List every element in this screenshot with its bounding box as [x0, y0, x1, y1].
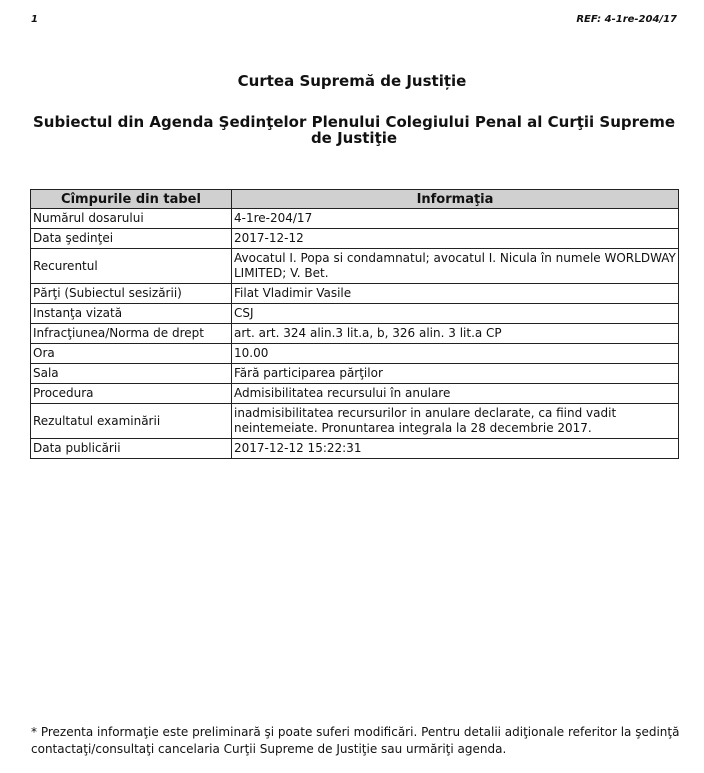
reference-number: REF: 4-1re-204/17: [576, 14, 677, 25]
field-label: Recurentul: [31, 249, 232, 284]
field-value: Filat Vladimir Vasile: [232, 284, 679, 304]
page-number: 1: [31, 14, 38, 25]
field-value: 10.00: [232, 344, 679, 364]
field-value: 2017-12-12 15:22:31: [232, 439, 679, 459]
field-value: Avocatul I. Popa si condamnatul; avocatul I. Nicula în numele WORLDWAY LIMITED; V. Bet.: [232, 249, 679, 284]
table-row: [31, 284, 679, 304]
field-label: Instanţa vizată: [31, 304, 232, 324]
field-label: Sala: [31, 364, 232, 384]
field-label: Procedura: [31, 384, 232, 404]
field-value: 4-1re-204/17: [232, 209, 679, 229]
header-fields: Cîmpurile din tabel: [31, 190, 232, 209]
field-value: Fără participarea părţilor: [232, 364, 679, 384]
field-label: Data şedinţei: [31, 229, 232, 249]
table-row: [31, 384, 679, 404]
table-header-row: [31, 190, 679, 209]
table-row: [31, 324, 679, 344]
table-row: [31, 364, 679, 384]
disclaimer-footnote: * Prezenta informaţie este preliminară şi poate suferi modificări. Pentru detalii adiţionale referitor la şedinţă contactaţi/consultaţi cancelaria Curţii Supreme de Justiţie sau urmăriţi agenda.: [31, 725, 680, 756]
field-label: Infracţiunea/Norma de drept: [31, 324, 232, 344]
field-value: 2017-12-12: [232, 229, 679, 249]
table-row: [31, 439, 679, 459]
field-label: Părţi (Subiectul sesizării): [31, 284, 232, 304]
info-table: [30, 189, 679, 459]
table-row: [31, 404, 679, 439]
field-value: art. art. 324 alin.3 lit.a, b, 326 alin. 3 lit.a CP: [232, 324, 679, 344]
table-row: [31, 344, 679, 364]
field-label: Rezultatul examinării: [31, 404, 232, 439]
table-row: [31, 229, 679, 249]
header-information: Informaţia: [232, 190, 679, 209]
field-label: Data publicării: [31, 439, 232, 459]
field-value: inadmisibilitatea recursurilor in anulare declarate, ca fiind vadit neintemeiate. Pronuntarea integrala la 28 decembrie 2017.: [232, 404, 679, 439]
field-label: Numărul dosarului: [31, 209, 232, 229]
field-label: Ora: [31, 344, 232, 364]
subject-title: Subiectul din Agenda Şedinţelor Plenului Colegiului Penal al Curţii Supreme de Justiţie: [32, 113, 676, 147]
field-value: Admisibilitatea recursului în anulare: [232, 384, 679, 404]
table-row: [31, 209, 679, 229]
field-value: CSJ: [232, 304, 679, 324]
table-row: [31, 304, 679, 324]
table-row: [31, 249, 679, 284]
court-name: Curtea Supremă de Justiție: [237, 72, 467, 90]
